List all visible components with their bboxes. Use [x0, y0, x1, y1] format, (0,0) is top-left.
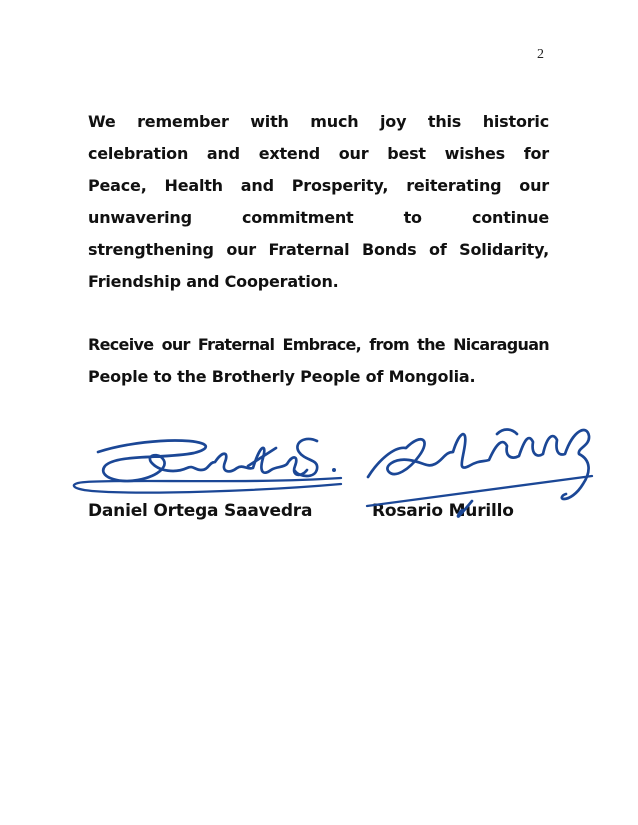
- signer-name-rosario-murillo: Rosario Murillo: [372, 501, 514, 521]
- paragraph-embrace: [88, 329, 549, 393]
- paragraph-spacer: [88, 298, 549, 329]
- signer-name-daniel-ortega: Daniel Ortega Saavedra: [88, 501, 313, 521]
- text-line: strengthening our Fraternal Bonds of Solidarity,: [88, 240, 549, 259]
- daniel-ortega-signature-icon: [62, 427, 352, 505]
- text-line: Friendship and Cooperation.: [88, 272, 339, 291]
- page-number: 2: [537, 47, 544, 62]
- text-line: celebration and extend our best wishes for: [88, 144, 549, 163]
- paragraph-remembrance: [88, 106, 549, 298]
- text-line: People to the Brotherly People of Mongolia.: [88, 367, 476, 386]
- text-line: unwavering commitment to continue: [88, 208, 549, 227]
- text-line: We remember with much joy this historic: [88, 112, 549, 131]
- text-line: Peace, Health and Prosperity, reiterating our: [88, 176, 549, 195]
- letter-body: [88, 106, 549, 550]
- signature-block: [88, 410, 549, 550]
- text-line: Receive our Fraternal Embrace, from the Nicaraguan: [88, 335, 549, 354]
